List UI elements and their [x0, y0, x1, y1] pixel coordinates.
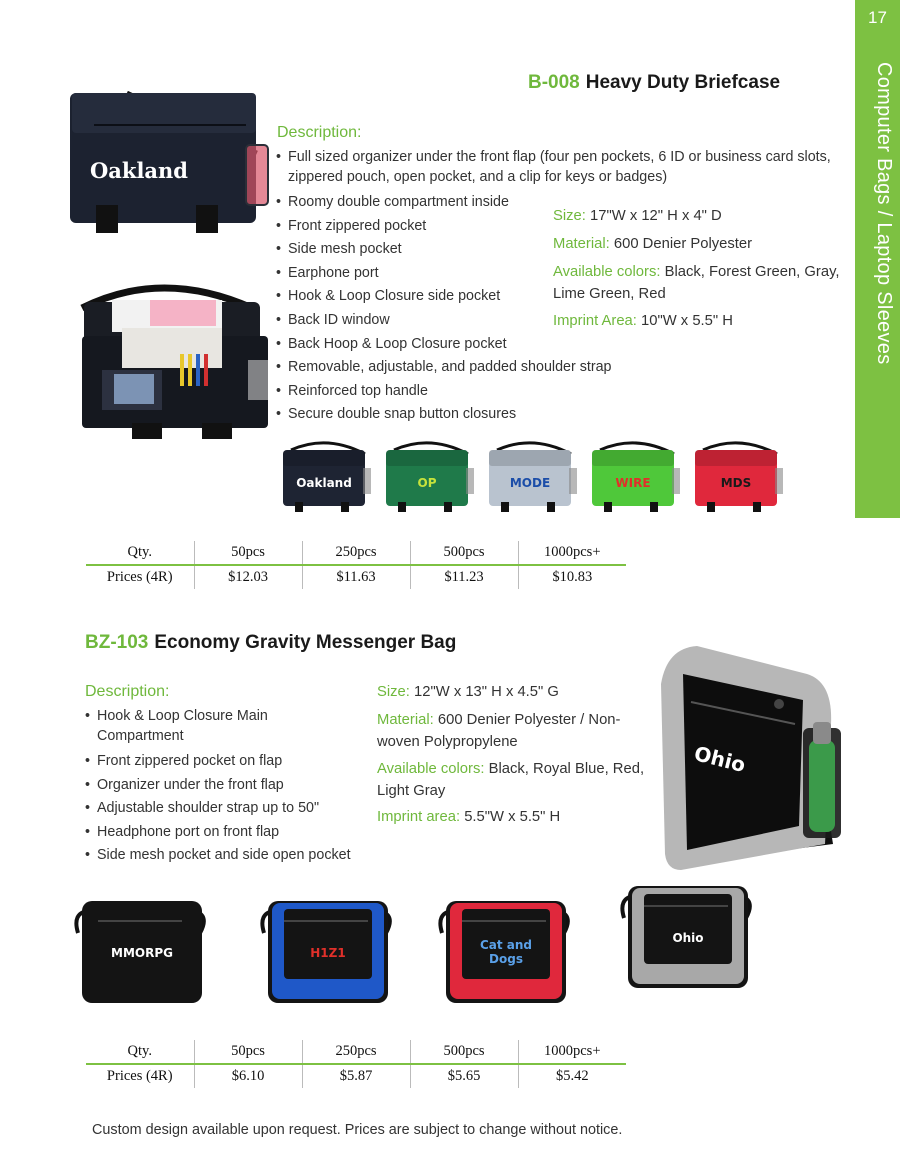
- swatch-imprint: MMORPG: [111, 946, 173, 960]
- spec-label: Size:: [553, 208, 586, 224]
- qty-cell: 50pcs: [194, 1040, 302, 1064]
- swatch-imprint: MDS: [720, 476, 752, 490]
- feature-item: • Side mesh pocket: [276, 238, 836, 262]
- spec-imprint: [553, 310, 853, 332]
- color-swatch-bag: [382, 440, 476, 514]
- feature-item: • Side mesh pocket and side open pocket: [85, 844, 355, 868]
- price-cell: $6.10: [194, 1064, 302, 1088]
- spec-value: 17"W x 12" H x 4" D: [590, 208, 722, 224]
- qty-label: Qty.: [86, 541, 194, 565]
- messenger-bag-photo: [657, 644, 847, 876]
- spec-value: 5.5"W x 5.5" H: [464, 809, 561, 825]
- spec-label: Available colors:: [377, 761, 485, 777]
- spec-value: 10"W x 5.5" H: [641, 313, 733, 329]
- feature-item: • Hook & Loop Closure Main Compartment: [85, 706, 295, 746]
- swatch-imprint: WIRE: [615, 476, 651, 490]
- feature-item: • Reinforced top handle: [276, 380, 836, 404]
- feature-item: • Adjustable shoulder strap up to 50": [85, 797, 355, 821]
- color-swatch-bag: [691, 440, 785, 514]
- price-table-b008: [86, 541, 626, 589]
- feature-item: • Headphone port on front flap: [85, 821, 355, 845]
- swatch-imprint: H1Z1: [310, 946, 346, 960]
- feature-item: • Roomy double compartment inside: [276, 191, 836, 215]
- product-code: BZ-103: [85, 632, 149, 653]
- price-cell: $5.87: [302, 1064, 410, 1088]
- spec-colors: [553, 261, 851, 305]
- color-swatch-bag: [588, 440, 682, 514]
- spec-label: Available colors:: [553, 264, 661, 280]
- feature-item: • Full sized organizer under the front flap (four pen pockets, 6 ID or business card slots, zippered pouch, open pocket, and a clip for keys or badges): [276, 147, 836, 187]
- price-table-bz103: [86, 1040, 626, 1088]
- product-name: Economy Gravity Messenger Bag: [154, 632, 457, 653]
- price-cell: $10.83: [518, 565, 626, 589]
- feature-item: • Organizer under the front flap: [85, 774, 355, 798]
- feature-item: • Secure double snap button closures: [276, 403, 836, 427]
- messenger-imprint: Ohio: [691, 741, 748, 778]
- color-swatch-bag: [258, 893, 398, 1011]
- spec-value: 600 Denier Polyester / Non-woven Polypropylene: [377, 712, 621, 750]
- description-heading: Description:: [277, 124, 362, 141]
- page-number: 17: [868, 8, 887, 27]
- color-swatch-bag: [485, 440, 579, 514]
- swatch-imprint: Dogs: [489, 952, 523, 966]
- spec-label: Imprint area:: [377, 809, 461, 825]
- qty-cell: 50pcs: [194, 541, 302, 565]
- price-cell: $12.03: [194, 565, 302, 589]
- feature-item: • Front zippered pocket on flap: [85, 750, 355, 774]
- product-title-bz103: [85, 632, 456, 654]
- briefcase-photo: [66, 85, 271, 243]
- spec-size: [377, 681, 657, 703]
- spec-imprint: [377, 806, 657, 828]
- footer-note: Custom design available upon request. Prices are subject to change without notice.: [92, 1122, 623, 1138]
- feature-item: • Back ID window: [276, 309, 836, 333]
- product-code: B-008: [528, 72, 580, 93]
- swatch-imprint: MODE: [509, 476, 551, 490]
- spec-value: Black, Forest Green, Gray, Lime Green, Red: [553, 264, 840, 302]
- spec-label: Material:: [377, 712, 434, 728]
- feature-item: • Front zippered pocket: [276, 215, 836, 239]
- qty-cell: 500pcs: [410, 541, 518, 565]
- briefcase-imprint: Oakland: [90, 158, 188, 183]
- spec-size: [553, 205, 853, 227]
- section-title: Computer Bags / Laptop Sleeves: [873, 62, 895, 365]
- spec-label: Imprint Area:: [553, 313, 637, 329]
- price-cell: $5.65: [410, 1064, 518, 1088]
- spec-value: Black, Royal Blue, Red, Light Gray: [377, 761, 645, 799]
- feature-item: • Back Hoop & Loop Closure pocket: [276, 333, 836, 357]
- swatch-imprint: Oakland: [296, 476, 352, 490]
- qty-cell: 1000pcs+: [518, 541, 626, 565]
- spec-value: 12"W x 13" H x 4.5" G: [414, 684, 559, 700]
- qty-label: Qty.: [86, 1040, 194, 1064]
- price-cell: $11.23: [410, 565, 518, 589]
- spec-value: 600 Denier Polyester: [613, 236, 753, 252]
- price-cell: $11.63: [302, 565, 410, 589]
- swatch-imprint: Ohio: [672, 931, 704, 945]
- product-title-b008: [528, 72, 780, 94]
- description-heading: Description:: [85, 683, 170, 700]
- spec-material: [377, 709, 627, 753]
- qty-cell: 250pcs: [302, 541, 410, 565]
- spec-colors: [377, 758, 652, 802]
- color-swatch-bag: [436, 893, 576, 1011]
- feature-item: • Earphone port: [276, 262, 836, 286]
- feature-item: • Removable, adjustable, and padded shoulder strap: [276, 356, 836, 380]
- color-swatch-bag: [279, 440, 373, 514]
- qty-cell: 250pcs: [302, 1040, 410, 1064]
- spec-label: Material:: [553, 236, 610, 252]
- price-label: Prices (4R): [106, 1068, 173, 1084]
- spec-material: [553, 233, 853, 255]
- color-swatch-bag: [618, 878, 758, 996]
- qty-cell: 1000pcs+: [518, 1040, 626, 1064]
- price-cell: $5.42: [518, 1064, 626, 1088]
- feature-item: • Hook & Loop Closure side pocket: [276, 285, 836, 309]
- qty-cell: 500pcs: [410, 1040, 518, 1064]
- briefcase-open-photo: [62, 278, 274, 443]
- swatch-imprint: Cat and: [479, 938, 533, 952]
- price-label: Prices (4R): [106, 569, 173, 585]
- feature-list: [85, 706, 355, 868]
- color-swatch-bag: [72, 893, 212, 1011]
- spec-label: Size:: [377, 684, 410, 700]
- swatch-imprint: OP: [417, 476, 437, 490]
- product-name: Heavy Duty Briefcase: [585, 72, 781, 93]
